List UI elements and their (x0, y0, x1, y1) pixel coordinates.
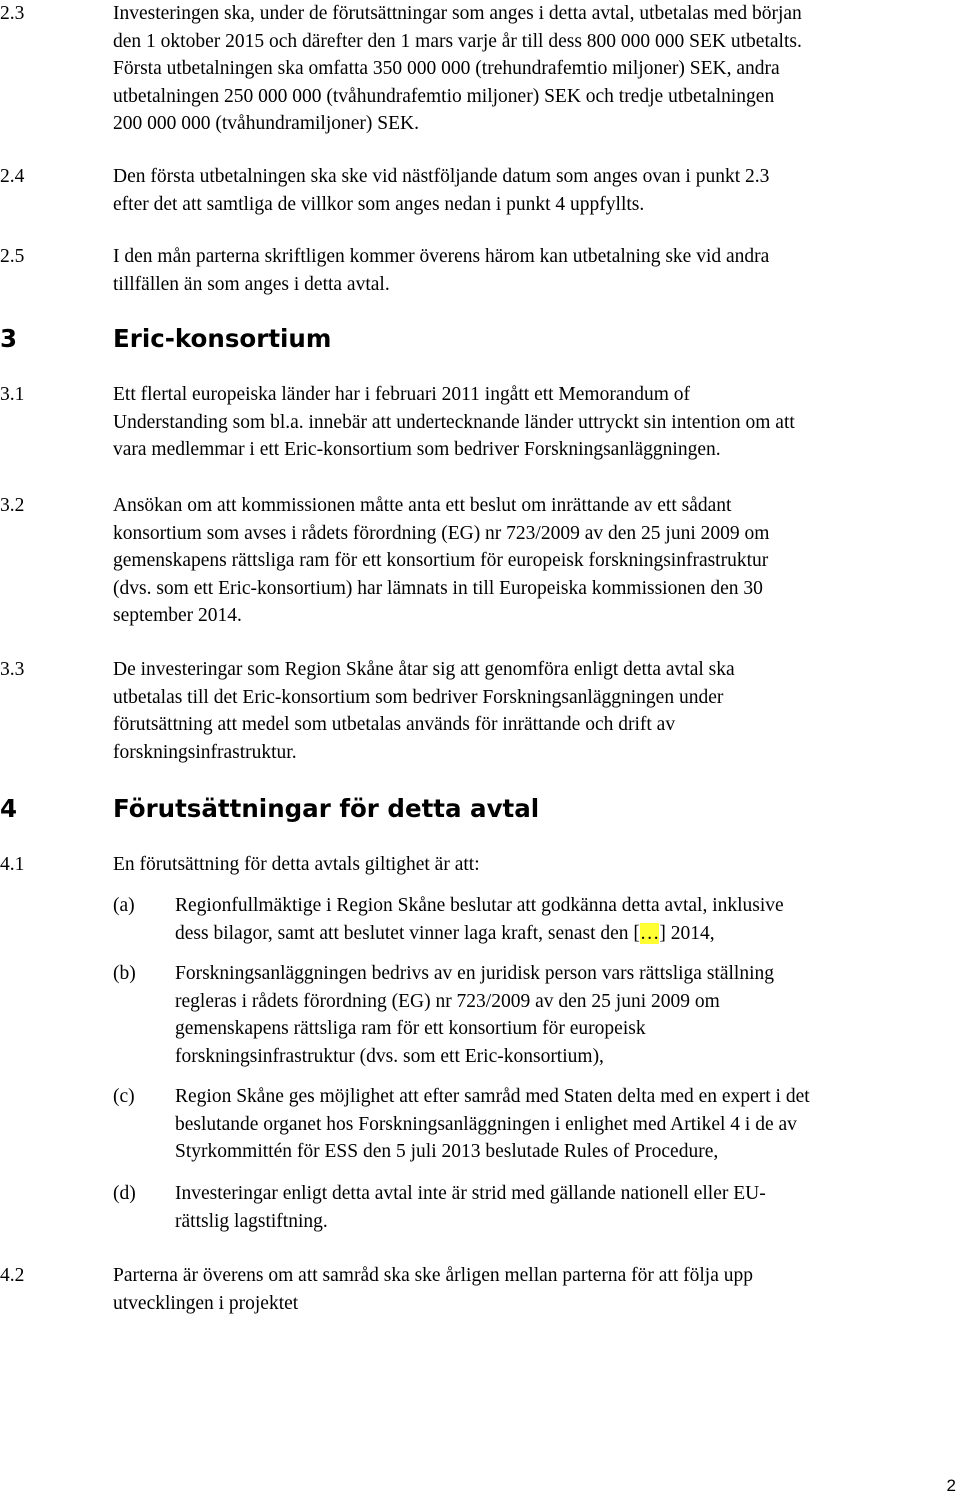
page-number: 2 (946, 1476, 956, 1495)
clause-number: 2.4 (0, 166, 25, 187)
clause-number: 2.5 (0, 246, 25, 267)
clause-number: 4.1 (0, 854, 25, 875)
clause-text: Investeringen ska, under de förutsättningar som anges i detta avtal, utbetalas med början den 1 oktober 2015 och därefter den 1 mars varje år till dess 800 000 000 SEK utbetalts. Första utbetalningen ska omfatta 350 000 000 (trehundrafemtio miljoner) SEK, andra utbetalningen 250 000 000 (tvåhundrafemtio miljoner) SEK och tredje utbetalningen 200 000 000 (tvåhundramiljoner) SEK. (113, 3, 802, 134)
item-label: (d) (113, 1183, 136, 1204)
clause-number: 3.2 (0, 495, 25, 516)
heading-number: 3 (0, 324, 18, 353)
clause-number: 3.1 (0, 384, 25, 405)
placeholder-highlight: … (639, 922, 660, 944)
clause-text: Ett flertal europeiska länder har i februari 2011 ingått ett Memorandum of Understanding som bl.a. innebär att undertecknande länder uttryckt sin intention om att vara medlemmar i ett Eric-konsortium som bedriver Forskningsanläggningen. (113, 384, 795, 460)
item-text-part: ] 2014, (659, 922, 715, 944)
item-text (175, 892, 960, 947)
clause-text: En förutsättning för detta avtals giltighet är att: (113, 854, 480, 875)
clause-text: De investeringar som Region Skåne åtar sig att genomföra enligt detta avtal ska utbetalas till det Eric-konsortium som bedriver Forskningsanläggningen under förutsättning att medel som utbetalas används för inrättande och drift av forskningsinfrastruktur. (113, 659, 735, 763)
item-text-part: Regionfullmäktige i Region Skåne beslutar att godkänna detta avtal, inklusive dess bilagor, samt att beslutet vinner laga kraft, senast den [ (175, 895, 784, 944)
clause-number: 3.3 (0, 659, 25, 680)
heading-title: Förutsättningar för detta avtal (113, 794, 540, 823)
heading-title: Eric-konsortium (113, 324, 332, 353)
item-text: Region Skåne ges möjlighet att efter samråd med Staten delta med en expert i det beslutande organet hos Forskningsanläggningen i enlighet med Artikel 4 i de av Styrkommittén för ESS den 5 juli 2013 beslutade Rules of Procedure, (175, 1086, 810, 1162)
clause-text: Parterna är överens om att samråd ska ske årligen mellan parterna för att följa upp utvecklingen i projektet (113, 1265, 753, 1314)
item-text: Forskningsanläggningen bedrivs av en juridisk person vars rättsliga ställning regleras i rådets förordning (EG) nr 723/2009 av den 25 juni 2009 om gemenskapens rättsliga ram för ett konsortium för europeisk forskningsinfrastruktur (dvs. som ett Eric-konsortium), (175, 963, 774, 1067)
clause-text: Ansökan om att kommissionen måtte anta ett beslut om inrättande av ett sådant konsortium som avses i rådets förordning (EG) nr 723/2009 av den 25 juni 2009 om gemenskapens rättsliga ram för ett konsortium för europeisk forskningsinfrastruktur (dvs. som ett Eric-konsortium) har lämnats in till Europeiska kommissionen den 30 september 2014. (113, 495, 770, 626)
clause-text: I den mån parterna skriftligen kommer överens härom kan utbetalning ske vid andra tillfällen än som anges i detta avtal. (113, 246, 770, 295)
item-label: (b) (113, 963, 136, 984)
item-text: Investeringar enligt detta avtal inte är strid med gällande nationell eller EU- rättslig lagstiftning. (175, 1183, 766, 1232)
clause-text: Den första utbetalningen ska ske vid nästföljande datum som anges ovan i punkt 2.3 efter det att samtliga de villkor som anges nedan i punkt 4 uppfyllts. (113, 166, 770, 215)
clause-number: 2.3 (0, 3, 25, 24)
heading-number: 4 (0, 794, 18, 823)
clause-number: 4.2 (0, 1265, 25, 1286)
item-label: (c) (113, 1086, 135, 1107)
item-label: (a) (113, 895, 135, 916)
